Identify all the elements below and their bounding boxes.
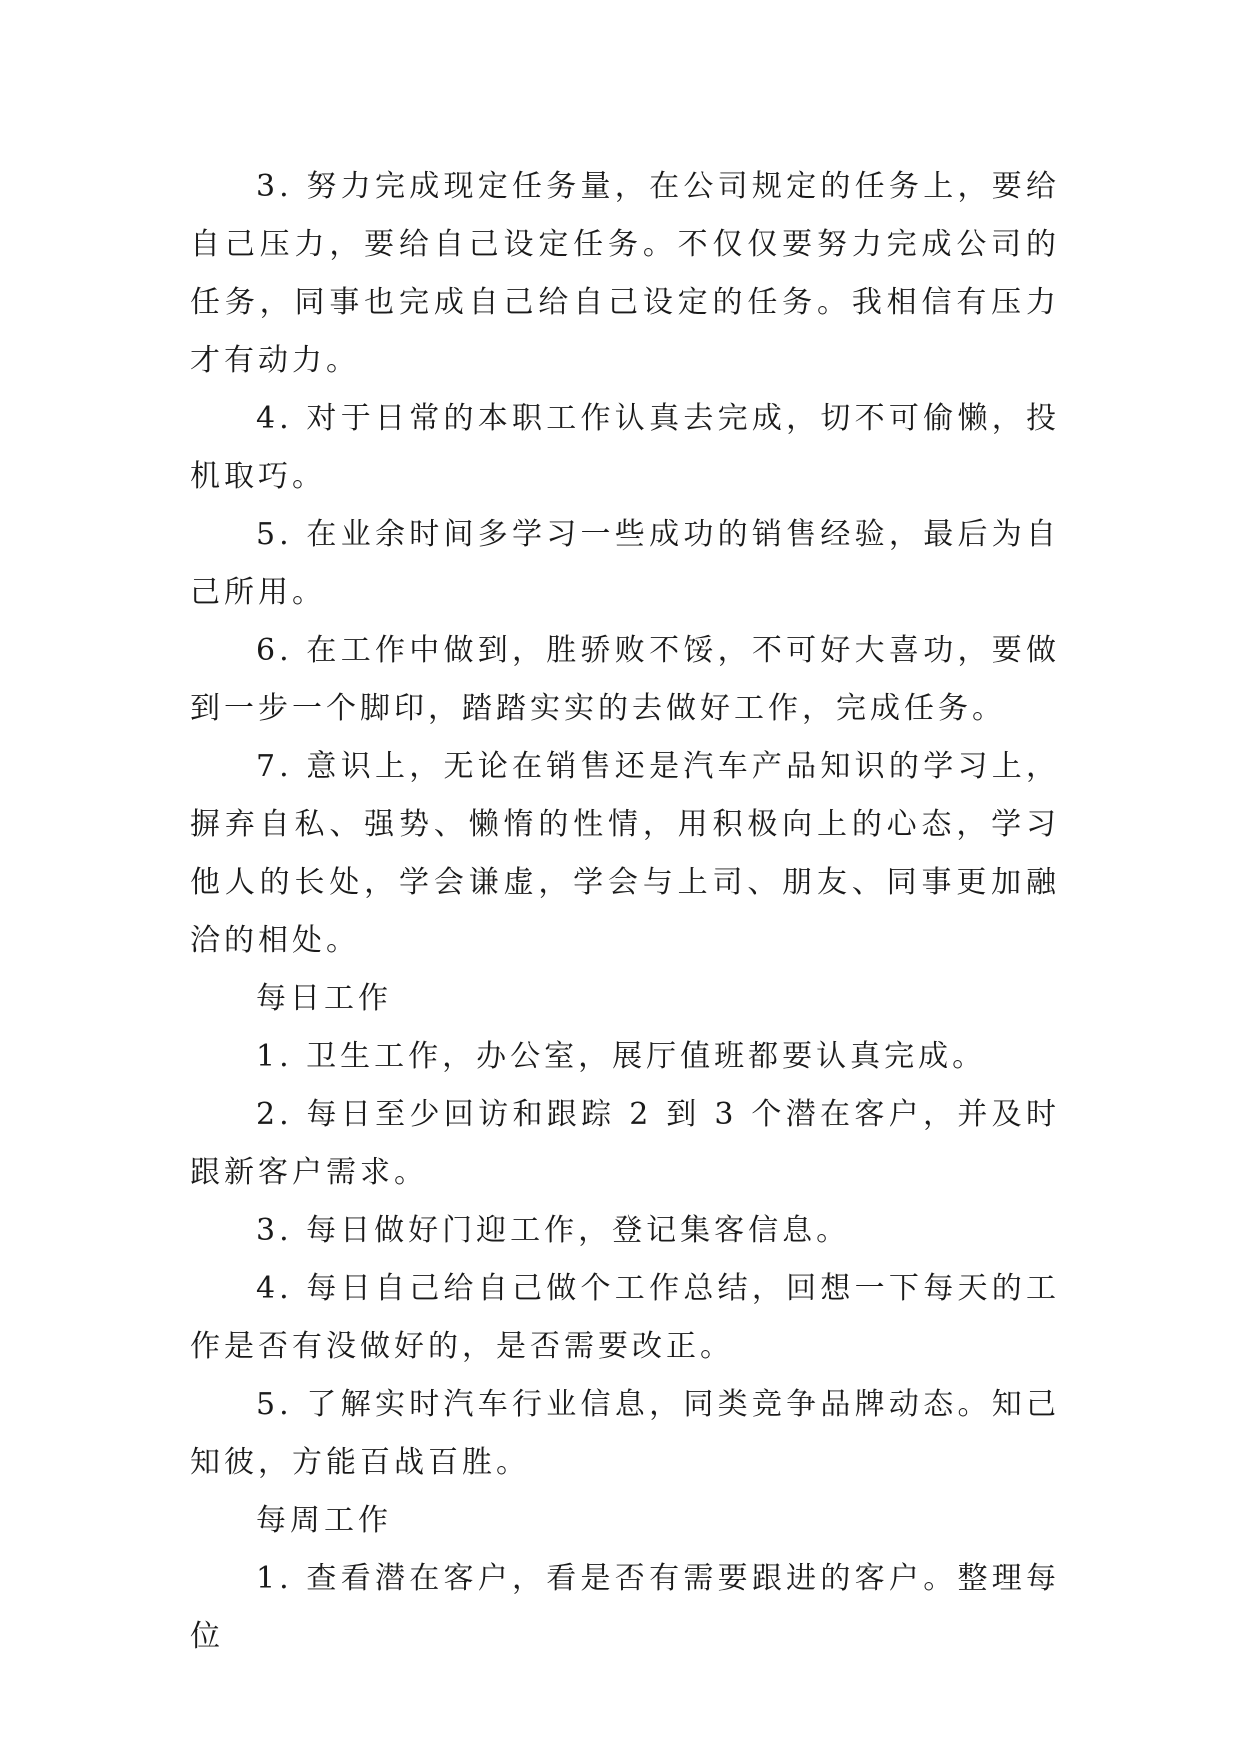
daily-item-3: 3. 每日做好门迎工作，登记集客信息。: [256, 1213, 851, 1248]
paragraph-item-5: 5. 在业余时间多学习一些成功的销售经验，最后为自己所用。: [190, 517, 1060, 610]
weekly-work-heading: 每周工作: [256, 1503, 392, 1538]
paragraph-item-3: 3. 努力完成现定任务量，在公司规定的任务上，要给自己压力，要给自己设定任务。不仅仅要努力完成公司的任务，同事也完成自己给自己设定的任务。我相信有压力才有动力。: [190, 169, 1060, 378]
weekly-item-1: 1. 查看潜在客户，看是否有需要跟进的客户。整理每位: [190, 1561, 1060, 1654]
paragraph-item-6: 6. 在工作中做到，胜骄败不馁，不可好大喜功，要做到一步一个脚印，踏踏实实的去做好工作，完成任务。: [190, 633, 1060, 726]
daily-item-2: 2. 每日至少回访和跟踪 2 到 3 个潜在客户，并及时跟新客户需求。: [190, 1097, 1060, 1190]
daily-item-1: 1. 卫生工作，办公室，展厅值班都要认真完成。: [256, 1039, 987, 1074]
daily-item-4: 4. 每日自己给自己做个工作总结，回想一下每天的工作是否有没做好的，是否需要改正。: [190, 1271, 1060, 1364]
daily-work-heading: 每日工作: [256, 981, 392, 1016]
paragraph-item-7: 7. 意识上，无论在销售还是汽车产品知识的学习上，摒弃自私、强势、懒惰的性情，用积极向上的心态，学习他人的长处，学会谦虚，学会与上司、朋友、同事更加融洽的相处。: [190, 749, 1060, 958]
paragraph-item-4: 4. 对于日常的本职工作认真去完成，切不可偷懒，投机取巧。: [190, 401, 1060, 494]
document-body: [190, 158, 1060, 1666]
daily-item-5: 5. 了解实时汽车行业信息，同类竞争品牌动态。知己知彼，方能百战百胜。: [190, 1387, 1060, 1480]
